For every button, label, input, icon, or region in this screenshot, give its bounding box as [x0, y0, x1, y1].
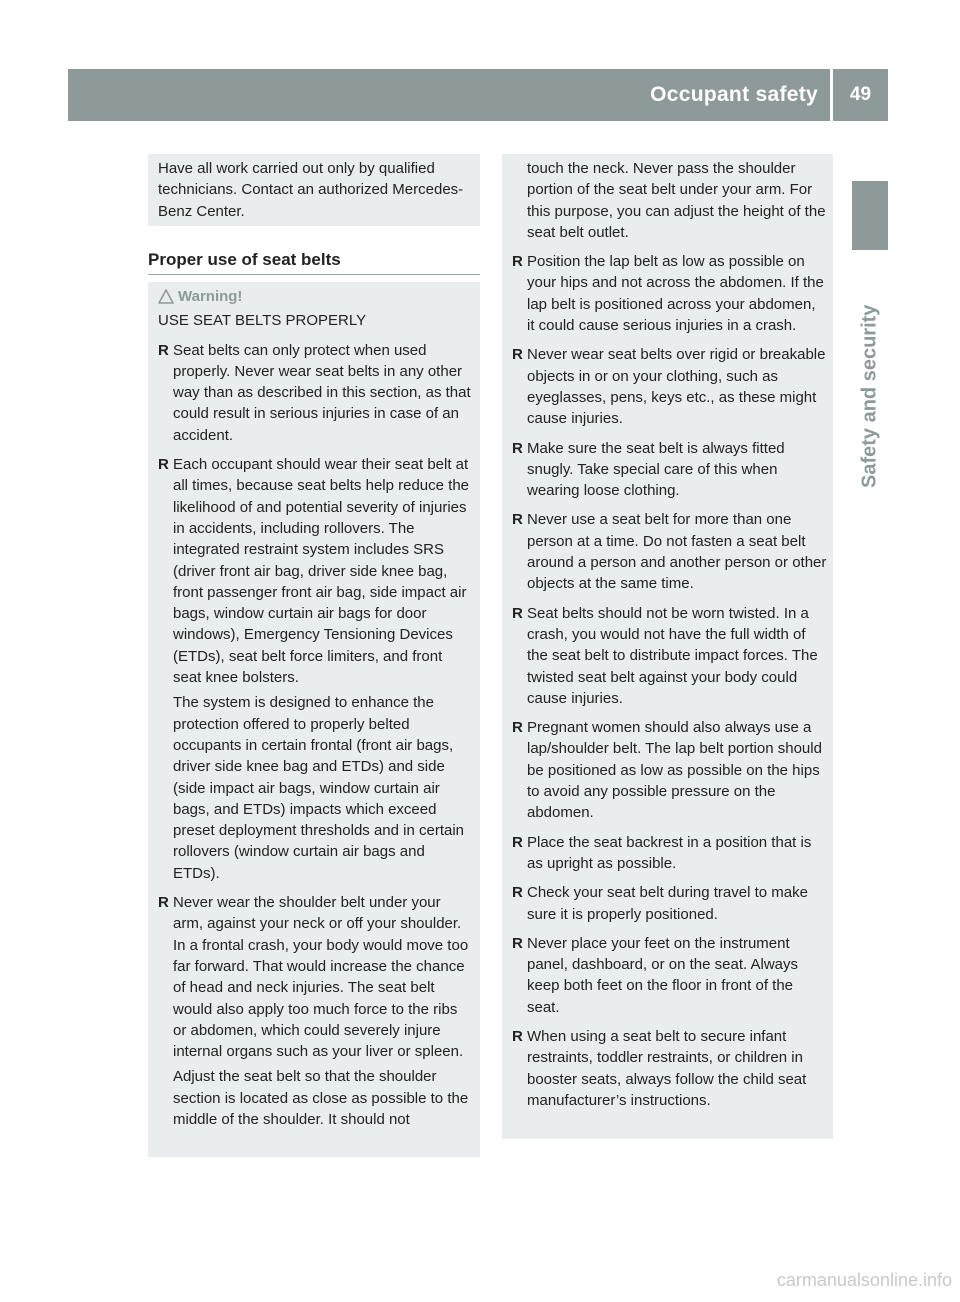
list-item-text: Make sure the seat belt is always fitted snugly. Take special care of this when wearing loose clothing. — [527, 439, 785, 500]
list-item — [512, 509, 827, 594]
page-number: 49 — [849, 84, 872, 105]
warning-triangle-icon — [158, 289, 174, 304]
side-tab-label: Safety and security — [858, 304, 881, 488]
list-item-text: Never wear the shoulder belt under your arm, against your neck or off your shoulder. In a frontal crash, your body would move too far forward. That would increase the chance of head and neck injuries. The seat belt would also apply too much force to the ribs or abdomen, which could severely injure internal organs such as your liver or spleen. — [173, 894, 469, 1061]
list-item — [158, 340, 472, 446]
list-item — [512, 832, 827, 875]
list-item-text: Check your seat belt during travel to make sure it is properly positioned. — [527, 884, 808, 923]
bullet-mark: R — [158, 456, 169, 474]
warning-title-text: Warning! — [178, 288, 243, 305]
list-item-text: Pregnant women should also always use a lap/shoulder belt. The lap belt portion should be positioned as low as possible on the hips to avoid any possible pressure on the abdomen. — [527, 719, 822, 822]
bullet-mark: R — [512, 1027, 523, 1045]
bullet-mark: R — [512, 719, 523, 737]
side-tab-marker — [852, 181, 888, 250]
list-item — [512, 344, 827, 429]
list-item-text: Never use a seat belt for more than one person at a time. Do not fasten a seat belt around a person and another person or other objects at the same time. — [527, 511, 827, 593]
service-note-text: Have all work carried out only by qualified technicians. Contact an authorized Mercedes-Benz Center. — [158, 160, 464, 220]
list-item — [512, 933, 827, 1018]
watermark: carmanualsonline.info — [776, 1270, 952, 1290]
list-item — [512, 603, 827, 709]
bullet-mark: R — [512, 604, 523, 622]
list-item-subparagraph: Adjust the seat belt so that the shoulder section is located as close as possible to the middle of the shoulder. It should not — [173, 1068, 469, 1128]
list-item-text: Seat belts can only protect when used properly. Never wear seat belts in any other way than as described in this section, as that could result in serious injuries in case of an accident. — [173, 341, 471, 444]
warning-box-right — [502, 154, 833, 1139]
list-item-text: Never wear seat belts over rigid or breakable objects in or on your clothing, such as eyeglasses, pens, keys etc., as these might cause injuries. — [527, 346, 826, 428]
bullet-mark: R — [512, 511, 523, 529]
warning-title — [158, 286, 472, 307]
warning-subtitle: USE SEAT BELTS PROPERLY — [158, 312, 367, 330]
list-item-text: Never place your feet on the instrument panel, dashboard, or on the seat. Always keep both feet on the floor in front of the seat. — [527, 934, 799, 1016]
warning-box-left — [148, 282, 480, 1157]
list-item — [512, 251, 827, 336]
list-item-text: When using a seat belt to secure infant restraints, toddler restraints, or children in booster seats, always follow the child seat manufacturer’s instructions. — [527, 1027, 807, 1109]
bullet-mark: R — [158, 894, 169, 912]
list-item — [512, 717, 827, 823]
list-item-text: Each occupant should wear their seat belt at all times, because seat belts help reduce the likelihood of and potential severity of injuries in accidents, including rollovers. The integrated restraint system includes SRS (driver front air bag, driver side knee bag, front passenger front air bag, side impact air bags, window curtain air bags for door windows), Emergency Tensioning Devices (ETDs), seat belt force limiters, and front seat knee bolsters. — [173, 456, 470, 687]
list-item-text: Position the lap belt as low as possible on your hips and not across the abdomen. If the lap belt is positioned across your abdomen, it could cause serious injuries in a crash. — [527, 253, 824, 335]
list-item — [512, 438, 827, 502]
section-heading: Proper use of seat belts — [148, 248, 480, 275]
bullet-mark: R — [512, 884, 523, 902]
bullet-mark: R — [158, 341, 169, 359]
bullet-mark: R — [512, 253, 523, 271]
bullet-mark: R — [512, 346, 523, 364]
list-item — [512, 1026, 827, 1111]
list-item-text: Place the seat backrest in a position that is as upright as possible. — [527, 833, 812, 872]
page-title: Occupant safety — [650, 83, 818, 106]
list-item — [512, 882, 827, 925]
service-note-box — [148, 154, 480, 226]
list-item-subparagraph: The system is designed to enhance the protection offered to properly belted occupants in certain frontal (front air bags, driver side knee bag and ETDs) and side (side impact air bags, window curtain air bags, and ETDs) impacts which exceed preset deployment thresholds and in certain rollovers (window curtain air bags and ETDs). — [173, 694, 465, 882]
continuation-text: touch the neck. Never pass the shoulder portion of the seat belt under your arm. For this purpose, you can adjust the height of the seat belt outlet. — [527, 160, 826, 241]
list-item — [158, 892, 472, 1130]
list-item-text: Seat belts should not be worn twisted. In a crash, you would not have the full width of the seat belt to distribute impact forces. The twisted seat belt against your body could cause injuries. — [527, 604, 818, 707]
list-item — [158, 454, 472, 884]
bullet-mark: R — [512, 833, 523, 851]
bullet-mark: R — [512, 934, 523, 952]
bullet-mark: R — [512, 439, 523, 457]
